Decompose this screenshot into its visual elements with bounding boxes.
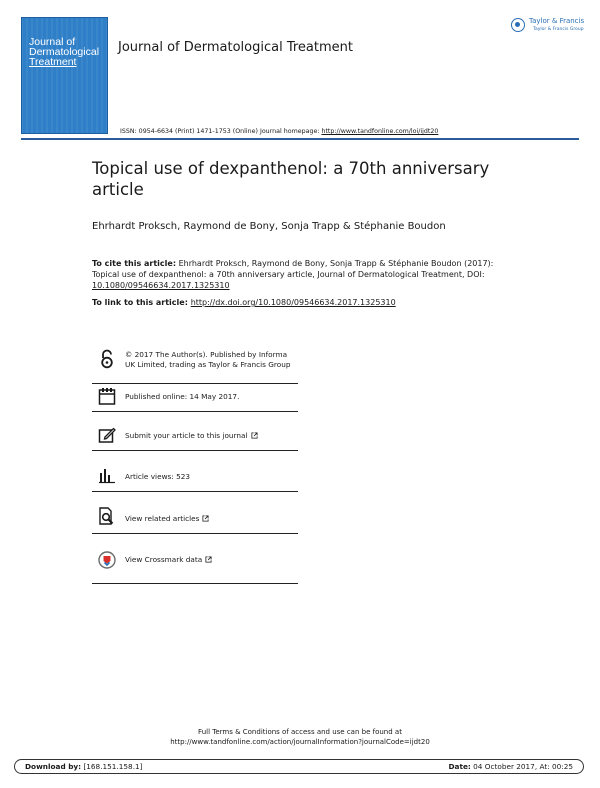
terms-notice xyxy=(0,727,600,747)
citation xyxy=(92,258,512,291)
external-link-icon xyxy=(202,515,209,522)
published-row xyxy=(92,386,298,412)
download-by-label: Download by: xyxy=(25,762,82,771)
journal-homepage-link[interactable]: http://www.tandfonline.com/loi/ijdt20 xyxy=(321,128,439,135)
submit-row[interactable] xyxy=(92,425,298,451)
views-row xyxy=(92,465,298,492)
view-related-link[interactable]: View related articles xyxy=(125,514,200,523)
terms-line: Full Terms & Conditions of access and use can be found at xyxy=(198,728,402,736)
related-row[interactable] xyxy=(92,506,298,534)
cover-line: Journal of xyxy=(29,36,76,48)
external-link-icon xyxy=(251,432,258,439)
crossmark-icon xyxy=(98,550,116,570)
issn-text: ISSN: 0954-6634 (Print) 1471-1753 (Online) Journal homepage: xyxy=(120,128,322,135)
license-text: © 2017 The Author(s). Published by Informa UK Limited, trading as Taylor & Francis Group xyxy=(125,350,291,369)
cover-title xyxy=(29,37,104,67)
article-link-label: To link to this article: xyxy=(92,298,191,307)
article-doi-link[interactable]: http://dx.doi.org/10.1080/09546634.2017.1325310 xyxy=(190,298,396,307)
cover-line: Dermatological xyxy=(29,46,100,58)
publisher-sub: Taylor & Francis Group xyxy=(533,27,584,32)
edit-icon xyxy=(98,425,116,445)
terms-url[interactable]: http://www.tandfonline.com/action/journalInformation?journalCode=ijdt20 xyxy=(170,738,430,746)
crossmark-row[interactable] xyxy=(92,546,298,584)
article-views: Article views: 523 xyxy=(125,472,191,481)
download-by-value: [168.151.158.1] xyxy=(81,762,143,771)
header-divider xyxy=(21,138,579,140)
download-date-value: 04 October 2017, At: 00:25 xyxy=(470,762,573,771)
external-link-icon xyxy=(205,556,212,563)
issn-line xyxy=(120,128,438,135)
related-articles-icon xyxy=(98,506,116,526)
citation-label: To cite this article: xyxy=(92,259,177,268)
calendar-icon xyxy=(98,386,116,406)
article-link-line xyxy=(92,298,396,307)
publisher-name: Taylor & Francis xyxy=(529,17,585,25)
download-date xyxy=(448,760,573,773)
published-date: Published online: 14 May 2017. xyxy=(125,392,240,401)
download-info-bar xyxy=(14,759,584,774)
journal-name: Journal of Dermatological Treatment xyxy=(118,40,353,55)
open-access-icon xyxy=(98,349,116,369)
crossmark-link[interactable]: View Crossmark data xyxy=(125,555,203,564)
journal-cover xyxy=(21,17,108,134)
bar-chart-icon xyxy=(98,465,116,485)
license-row xyxy=(92,349,298,384)
publisher-logo[interactable] xyxy=(511,16,583,38)
citation-doi[interactable]: 10.1080/09546634.2017.1325310 xyxy=(92,281,230,290)
publisher-logo-icon xyxy=(511,18,525,32)
article-title: Topical use of dexpanthenol: a 70th anniversary article xyxy=(92,159,490,199)
article-authors: Ehrhardt Proksch, Raymond de Bony, Sonja Trapp & Stéphanie Boudon xyxy=(92,221,446,232)
citation-text: Ehrhardt Proksch, Raymond de Bony, Sonja Trapp & Stéphanie Boudon (2017): Topical use of dexpanthenol: a 70th anniversary article, Journal of Dermatological Treatment, DOI: xyxy=(92,259,494,279)
download-date-label: Date: xyxy=(448,762,471,771)
download-by xyxy=(25,760,143,773)
cover-line: Treatment xyxy=(29,56,77,68)
submit-article-link[interactable]: Submit your article to this journal xyxy=(125,431,248,440)
